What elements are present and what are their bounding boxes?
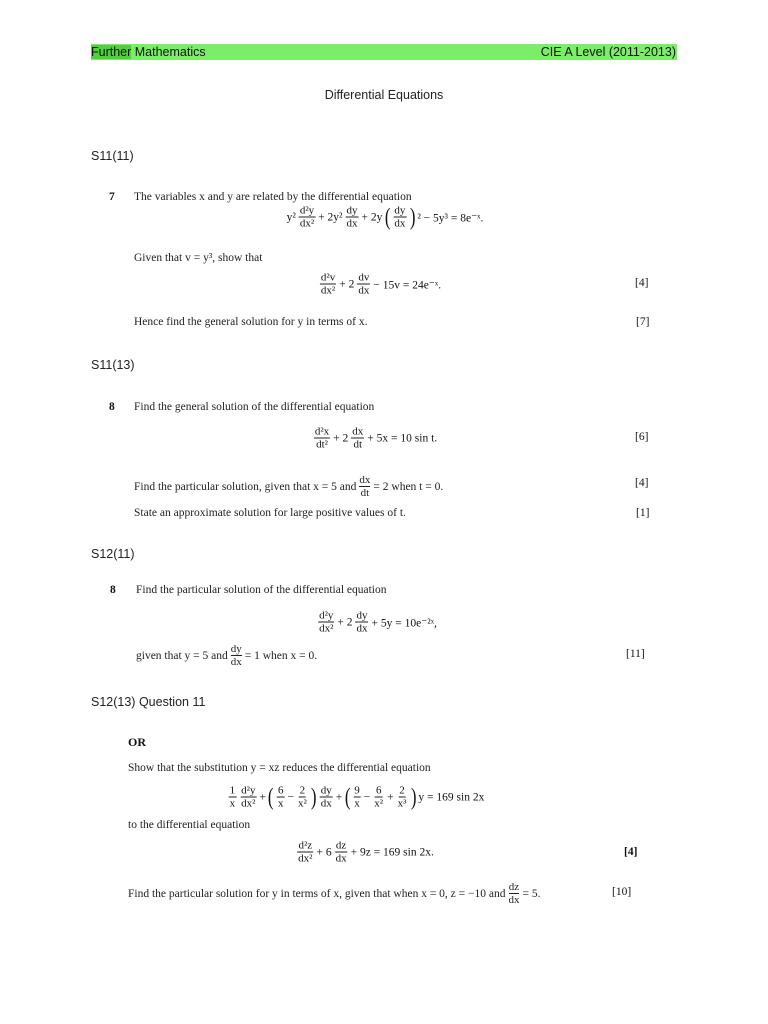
denominator: dt <box>353 438 363 451</box>
denominator: dx <box>335 852 347 865</box>
marks: [1] <box>636 507 650 519</box>
question-text: Hence find the general solution for y in terms of x. <box>134 316 368 328</box>
header-subject-rest: Mathematics <box>131 45 206 59</box>
header-course: CIE A Level (2011-2013) <box>540 45 676 59</box>
parenthesis: ) <box>410 784 417 810</box>
denominator: x² <box>374 797 384 810</box>
fraction <box>314 426 330 451</box>
marks: [11] <box>626 648 645 660</box>
fraction <box>297 785 308 810</box>
numerator: 6 <box>375 784 382 797</box>
parenthesis: ) <box>409 204 416 230</box>
or-label: OR <box>128 735 146 749</box>
numerator: d²y <box>319 609 334 622</box>
denominator: dx² <box>298 852 313 865</box>
denominator: dx² <box>241 797 256 810</box>
denominator: dx <box>394 217 406 230</box>
equation-term: + 2y <box>361 211 383 223</box>
parenthesis: ( <box>384 204 391 230</box>
question-text: Given that v = y³, show that <box>134 252 263 264</box>
denominator: dx <box>230 656 242 668</box>
header-highlight: Further <box>91 45 132 59</box>
text-part: = 1 when x = 0. <box>244 649 318 662</box>
fraction <box>393 205 406 230</box>
fraction <box>320 785 333 810</box>
marks: [7] <box>636 316 650 328</box>
numerator: dy <box>394 204 406 217</box>
equation-term: + <box>335 791 343 803</box>
numerator: 1 <box>229 784 236 797</box>
parenthesis: ( <box>344 784 351 810</box>
denominator: dx <box>508 894 520 906</box>
question-number: 8 <box>110 584 116 596</box>
denominator: dx <box>358 284 370 297</box>
numerator: 6 <box>277 784 284 797</box>
numerator: d²y <box>241 784 256 797</box>
text-part: given that y = 5 and <box>136 649 228 662</box>
section-label: S12(11) <box>91 547 135 561</box>
section-label: S11(13) <box>91 358 135 372</box>
fraction <box>335 840 348 865</box>
numerator: dx <box>359 474 371 486</box>
text-part: Find the particular solution for y in terms of x, given that when x = 0, z = −10 and <box>128 887 506 900</box>
equation <box>227 785 486 810</box>
equation-term: ² − 5y³ = 8e⁻ˣ. <box>417 212 484 224</box>
equation <box>316 610 438 635</box>
fraction <box>351 426 364 451</box>
fraction <box>318 610 334 635</box>
fraction <box>357 272 370 297</box>
fraction <box>320 272 336 297</box>
equation-term: − <box>363 791 371 803</box>
equation-term: y = 169 sin 2x <box>418 791 485 803</box>
denominator: dx² <box>320 284 336 297</box>
equation-term: − <box>287 791 294 803</box>
question-text: Find the general solution of the differential equation <box>134 401 375 413</box>
equation-term: + 6 <box>316 846 332 858</box>
numerator: dx <box>352 425 364 438</box>
question-text: State an approximate solution for large positive values of t. <box>134 507 406 519</box>
denominator: dx <box>356 622 368 635</box>
question-text <box>128 881 540 906</box>
question-text: The variables x and y are related by the differential equation <box>134 191 412 203</box>
equation-term: + 2 <box>333 432 349 444</box>
denominator: dt² <box>316 438 328 451</box>
text-part: = 2 when t = 0. <box>373 480 444 493</box>
numerator: dv <box>358 271 370 284</box>
denominator: dx <box>320 797 332 810</box>
question-text <box>134 474 443 499</box>
question-text: Show that the substitution y = xz reduces the differential equation <box>128 762 431 774</box>
fraction <box>297 840 313 865</box>
numerator: dy <box>320 784 332 797</box>
fraction <box>240 785 256 810</box>
fraction <box>345 205 358 230</box>
numerator: 9 <box>354 784 360 797</box>
equation-term: + 5x = 10 sin t. <box>367 432 438 444</box>
denominator: x² <box>297 797 307 810</box>
equation-term: + <box>259 791 266 803</box>
text-part: Find the particular solution, given that x = 5 and <box>134 480 357 493</box>
denominator: dx <box>346 217 358 230</box>
denominator: x <box>354 797 360 810</box>
question-text: Find the particular solution of the differential equation <box>136 584 387 596</box>
denominator: x <box>277 797 284 810</box>
equation <box>295 840 435 865</box>
fraction <box>299 205 315 230</box>
equation <box>318 272 442 297</box>
numerator: 2 <box>299 784 306 797</box>
marks: [4] <box>635 277 649 289</box>
numerator: dz <box>508 881 520 893</box>
denominator: x³ <box>397 797 407 810</box>
fraction <box>231 643 242 668</box>
denominator: x <box>229 797 236 810</box>
denominator: dx² <box>299 217 315 230</box>
equation-term: + 2y² <box>318 211 343 223</box>
equation-term: + 2 <box>339 278 355 290</box>
question-text <box>136 643 317 668</box>
numerator: dy <box>356 609 368 622</box>
numerator: dz <box>335 839 347 852</box>
parenthesis: ( <box>268 784 274 810</box>
marks: [4] <box>635 477 649 489</box>
fraction <box>359 474 370 499</box>
fraction <box>356 610 369 635</box>
numerator: dy <box>346 204 358 217</box>
fraction <box>397 785 408 810</box>
question-number: 7 <box>109 191 115 203</box>
equation <box>312 426 438 451</box>
marks: [10] <box>612 886 632 898</box>
section-label: S12(13) Question 11 <box>91 695 206 709</box>
text-part: = 5. <box>522 887 541 900</box>
equation-term: + 5y = 10e⁻²ˣ, <box>371 617 437 629</box>
numerator: d²z <box>298 839 313 852</box>
header-subject <box>91 44 206 60</box>
page-title: Differential Equations <box>324 88 444 102</box>
numerator: dy <box>230 643 242 655</box>
numerator: 2 <box>399 784 405 797</box>
denominator: dx² <box>319 622 334 635</box>
fraction <box>277 785 285 810</box>
section-label: S11(11) <box>91 149 134 163</box>
equation-term: + 9z = 169 sin 2x. <box>350 846 434 858</box>
equation-term: − 15v = 24e⁻ˣ. <box>373 279 442 291</box>
marks: [4] <box>624 846 638 858</box>
numerator: d²x <box>314 425 330 438</box>
marks: [6] <box>635 431 649 443</box>
fraction <box>353 785 361 810</box>
question-text: to the differential equation <box>128 819 251 831</box>
equation-term: y² <box>286 211 296 223</box>
parenthesis: ) <box>310 784 317 810</box>
denominator: dt <box>360 487 370 499</box>
numerator: d²v <box>320 271 336 284</box>
question-number: 8 <box>109 401 115 413</box>
fraction <box>229 785 237 810</box>
fraction <box>508 881 519 906</box>
fraction <box>373 785 384 810</box>
equation-term: + <box>387 791 394 803</box>
numerator: d²y <box>299 204 315 217</box>
equation <box>286 205 485 230</box>
equation-term: + 2 <box>337 616 353 628</box>
